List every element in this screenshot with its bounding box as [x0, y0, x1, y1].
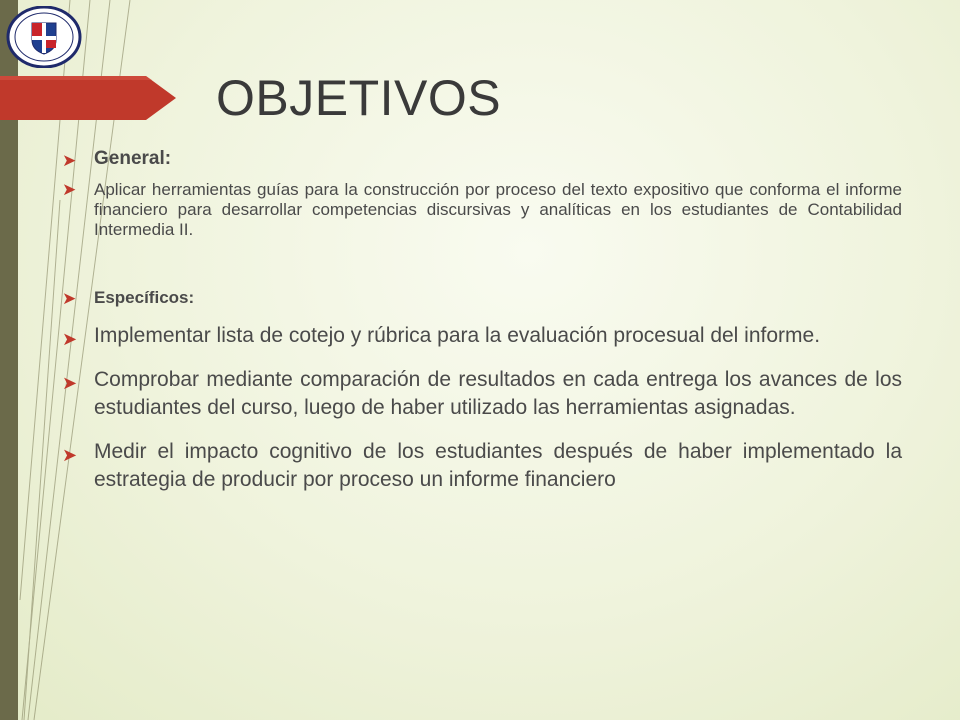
right-arrow-bullet-icon: ➤: [62, 329, 78, 349]
title-ribbon: [0, 76, 176, 120]
right-arrow-bullet-icon: ➤: [62, 445, 78, 465]
bullet-implementar: [62, 322, 902, 350]
right-arrow-bullet-icon: ➤: [62, 289, 77, 308]
bullet-label: General:: [94, 148, 172, 169]
bullet-label: Medir el impacto cognitivo de los estudiantes después de haber implementado la estrategia de producir por proceso un informe financiero: [94, 440, 902, 491]
bullet-list: [62, 146, 902, 494]
bullet-label: Específicos:: [94, 288, 195, 307]
bullet-general: [62, 146, 902, 172]
bullet-especificos: [62, 286, 902, 310]
bullet-aplicar: [62, 180, 902, 240]
bullet-label: Aplicar herramientas guías para la construcción por proceso del texto expositivo que conforma el informe financiero para desarrollar competencias discursivas y analíticas en los estudiantes de Contabilidad Intermedia II.: [94, 180, 902, 239]
bullet-comprobar: [62, 366, 902, 422]
right-arrow-bullet-icon: ➤: [62, 151, 77, 170]
slide-title: OBJETIVOS: [216, 70, 502, 126]
university-seal-icon: [6, 6, 82, 68]
bullet-label: Implementar lista de cotejo y rúbrica para la evaluación procesual del informe.: [94, 324, 821, 347]
bullet-medir: [62, 438, 902, 494]
right-arrow-bullet-icon: ➤: [62, 373, 78, 393]
right-arrow-bullet-icon: ➤: [62, 180, 77, 199]
bullet-label: Comprobar mediante comparación de resultados en cada entrega los avances de los estudiantes del curso, luego de haber utilizado las herramientas asignadas.: [94, 368, 902, 419]
